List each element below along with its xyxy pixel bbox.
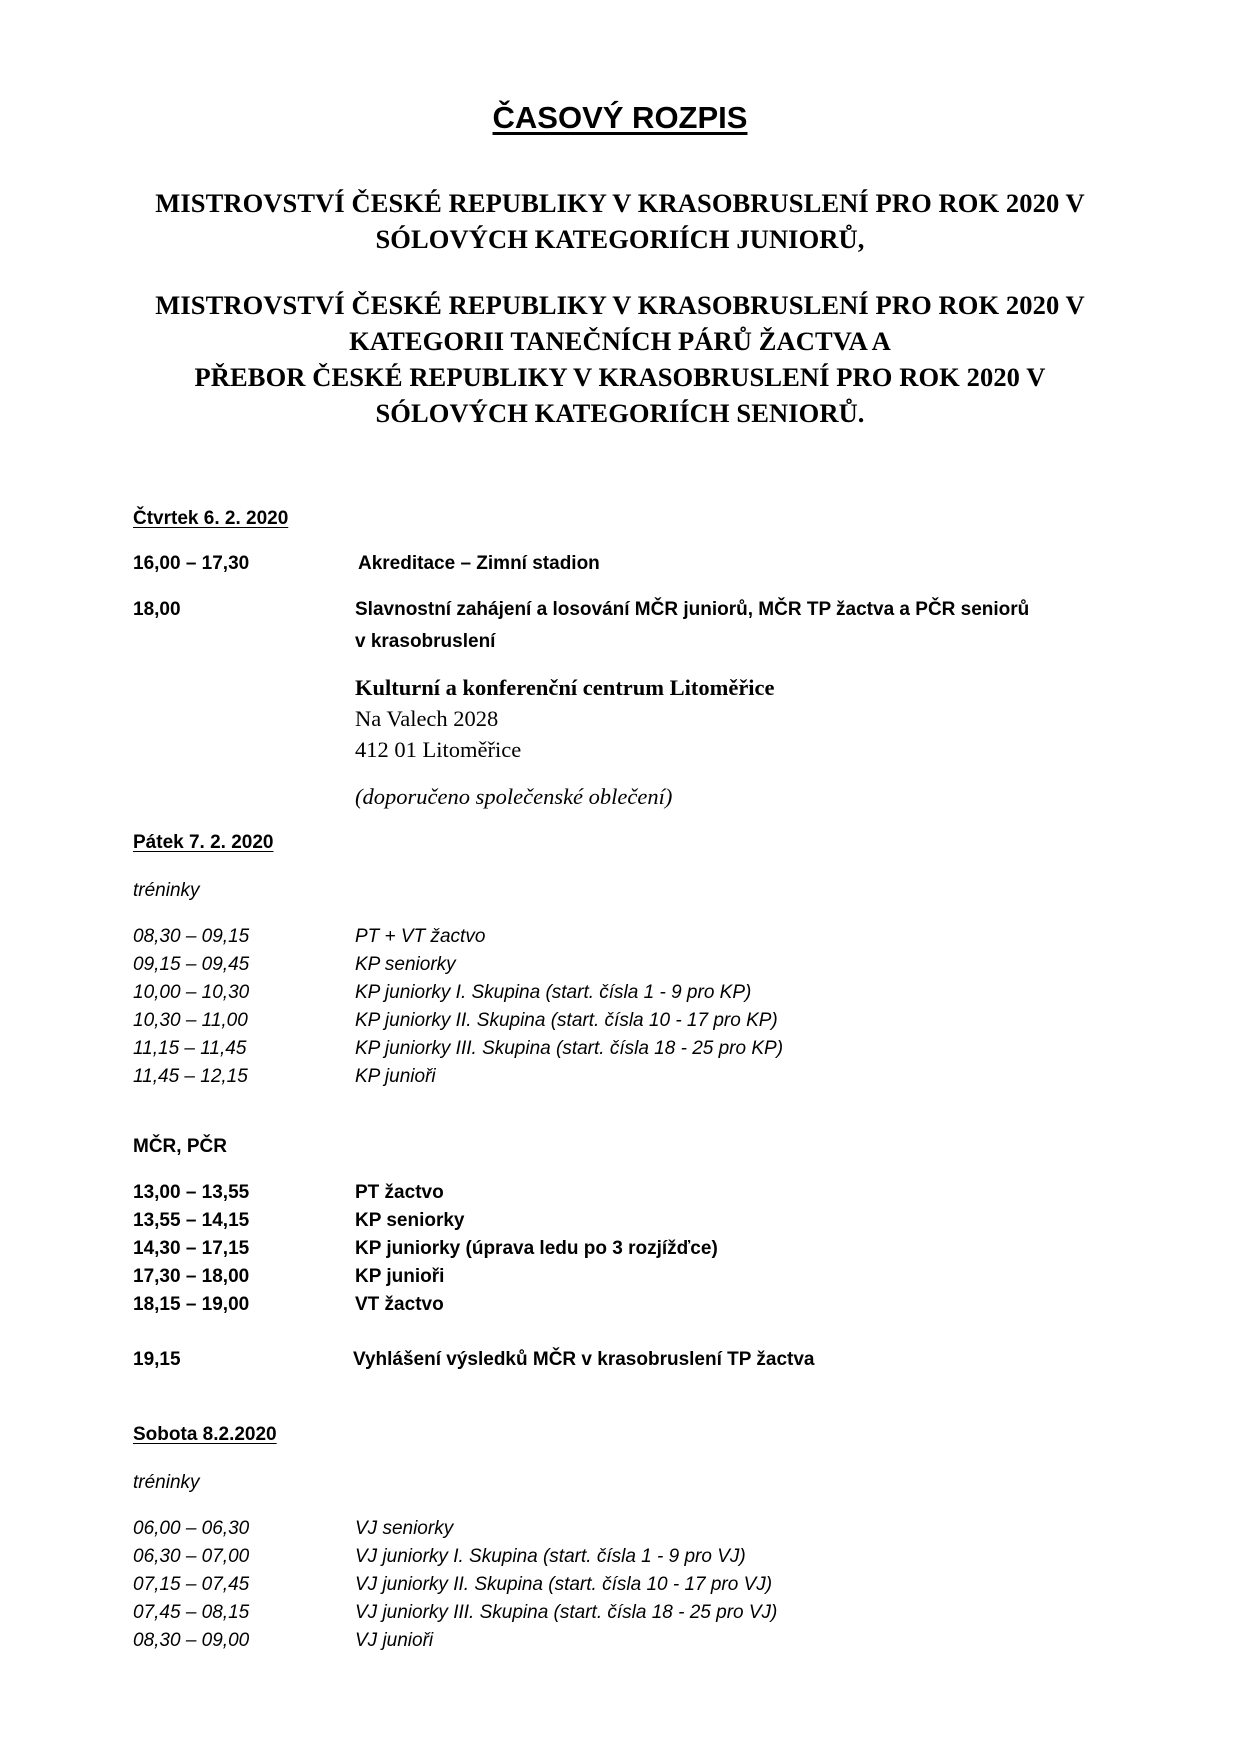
schedule-text: KP juniorky III. Skupina (start. čísla 18 - 25 pro KP) [355,1038,784,1059]
schedule-text: KP juniorky (úprava ledu po 3 rozjížďce) [355,1238,718,1259]
schedule-row [133,1010,1133,1038]
heading-line: MISTROVSTVÍ ČESKÉ REPUBLIKY V KRASOBRUSLENÍ PRO ROK 2020 V [155,188,1085,218]
page-title: ČASOVÝ ROZPIS [492,100,748,135]
schedule-time: 08,30 – 09,00 [133,1630,250,1651]
schedule-row [133,1574,1133,1602]
heading-line: SÓLOVÝCH KATEGORIÍCH JUNIORŮ, [375,224,865,254]
schedule-time: 08,30 – 09,15 [133,926,250,947]
schedule-time: 11,15 – 11,45 [133,1038,247,1059]
opening-text-line2: v krasobruslení [355,631,496,652]
heading-line: SÓLOVÝCH KATEGORIÍCH SENIORŮ. [375,398,865,428]
schedule-row [133,1630,1133,1658]
venue-street: Na Valech 2028 [355,706,499,731]
schedule-text: KP junioři [355,1066,436,1087]
schedule-row [133,1266,1133,1294]
schedule-row [133,1518,1133,1546]
heading-block-juniors [0,185,1240,257]
schedule-time: 18,15 – 19,00 [133,1294,250,1315]
schedule-text: PT + VT žactvo [355,926,486,947]
schedule-time: 06,00 – 06,30 [133,1518,250,1539]
schedule-row [133,1038,1133,1066]
schedule-time: 10,00 – 10,30 [133,982,250,1003]
saturday-trainings-label: tréninky [133,1472,200,1493]
schedule-text: VJ juniorky III. Skupina (start. čísla 18 - 25 pro VJ) [355,1602,778,1623]
opening-time: 18,00 [133,599,181,620]
accreditation-text: Akreditace – Zimní stadion [358,553,600,574]
schedule-time: 07,45 – 08,15 [133,1602,250,1623]
schedule-row [133,982,1133,1010]
schedule-row [133,1066,1133,1094]
schedule-text: VT žactvo [355,1294,444,1315]
day-heading-friday: Pátek 7. 2. 2020 [133,832,274,853]
schedule-text: VJ juniorky II. Skupina (start. čísla 10 - 17 pro VJ) [355,1574,773,1595]
schedule-time: 14,30 – 17,15 [133,1238,250,1259]
schedule-text: KP juniorky I. Skupina (start. čísla 1 - 9 pro KP) [355,982,752,1003]
schedule-row [133,926,1133,954]
schedule-text: KP juniorky II. Skupina (start. čísla 10 - 17 pro KP) [355,1010,778,1031]
schedule-text: VJ junioři [355,1630,434,1651]
day-heading-thursday: Čtvrtek 6. 2. 2020 [133,508,289,529]
accreditation-time: 16,00 – 17,30 [133,553,250,574]
opening-text-line1: Slavnostní zahájení a losování MČR juniorů, MČR TP žactva a PČR seniorů [355,599,1030,620]
schedule-text: VJ seniorky [355,1518,454,1539]
schedule-text: KP seniorky [355,1210,465,1231]
schedule-row [133,1210,1133,1238]
schedule-time: 09,15 – 09,45 [133,954,250,975]
heading-block-dance-seniors [0,287,1240,431]
schedule-text: KP seniorky [355,954,456,975]
schedule-text: KP junioři [355,1266,445,1287]
friday-trainings-label: tréninky [133,880,200,901]
schedule-time: 13,00 – 13,55 [133,1182,250,1203]
schedule-row [133,1238,1133,1266]
schedule-text: VJ juniorky I. Skupina (start. čísla 1 - 9 pro VJ) [355,1546,746,1567]
schedule-time: 13,55 – 14,15 [133,1210,250,1231]
heading-line: KATEGORII TANEČNÍCH PÁRŮ ŽACTVA A [349,326,891,356]
friday-competition-label: MČR, PČR [133,1136,227,1157]
results-time: 19,15 [133,1349,181,1370]
venue-name: Kulturní a konferenční centrum Litoměřice [355,675,775,700]
schedule-time: 17,30 – 18,00 [133,1266,250,1287]
venue-city: 412 01 Litoměřice [355,737,522,762]
schedule-row [133,1182,1133,1210]
schedule-row [133,1294,1133,1322]
schedule-row [133,1546,1133,1574]
venue-dress-note: (doporučeno společenské oblečení) [355,784,673,809]
heading-line: MISTROVSTVÍ ČESKÉ REPUBLIKY V KRASOBRUSLENÍ PRO ROK 2020 V [155,290,1085,320]
schedule-time: 07,15 – 07,45 [133,1574,250,1595]
schedule-time: 10,30 – 11,00 [133,1010,248,1031]
schedule-row [133,1602,1133,1630]
schedule-text: PT žactvo [355,1182,444,1203]
schedule-row [133,954,1133,982]
heading-line: PŘEBOR ČESKÉ REPUBLIKY V KRASOBRUSLENÍ PRO ROK 2020 V [194,362,1046,392]
schedule-time: 11,45 – 12,15 [133,1066,248,1087]
day-heading-saturday: Sobota 8.2.2020 [133,1424,277,1445]
schedule-time: 06,30 – 07,00 [133,1546,250,1567]
results-text: Vyhlášení výsledků MČR v krasobruslení TP žactva [353,1349,815,1370]
